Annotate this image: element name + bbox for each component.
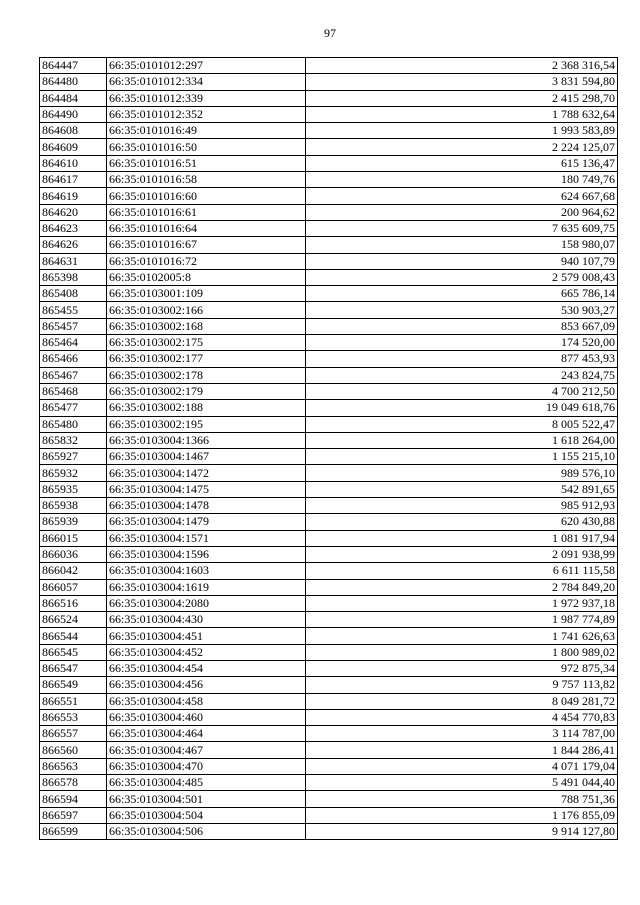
row-number-cell: 866516 <box>40 595 107 611</box>
table-row <box>40 58 618 74</box>
cadastral-number-cell: 66:35:0101016:64 <box>107 220 306 236</box>
cadastral-number-cell: 66:35:0103002:177 <box>107 351 306 367</box>
row-number-cell: 865477 <box>40 400 107 416</box>
table-row <box>40 367 618 383</box>
table-row <box>40 628 618 644</box>
table-row <box>40 677 618 693</box>
cadastral-value-cell: 180 749,76 <box>306 172 618 188</box>
table-row <box>40 318 618 334</box>
cadastral-number-cell: 66:35:0101016:49 <box>107 123 306 139</box>
cadastral-value-cell: 1 741 626,63 <box>306 628 618 644</box>
cadastral-value-cell: 1 800 989,02 <box>306 644 618 660</box>
cadastral-value-cell: 788 751,36 <box>306 791 618 807</box>
cadastral-number-cell: 66:35:0101016:67 <box>107 237 306 253</box>
row-number-cell: 864484 <box>40 90 107 106</box>
cadastral-number-cell: 66:35:0103002:178 <box>107 367 306 383</box>
table-row <box>40 498 618 514</box>
cadastral-number-cell: 66:35:0103001:109 <box>107 286 306 302</box>
row-number-cell: 865927 <box>40 449 107 465</box>
row-number-cell: 864609 <box>40 139 107 155</box>
cadastral-value-cell: 2 415 298,70 <box>306 90 618 106</box>
cadastral-value-cell: 665 786,14 <box>306 286 618 302</box>
cadastral-number-cell: 66:35:0103004:464 <box>107 726 306 742</box>
row-number-cell: 865408 <box>40 286 107 302</box>
table-row <box>40 579 618 595</box>
cadastral-number-cell: 66:35:0103004:1472 <box>107 465 306 481</box>
table-row <box>40 351 618 367</box>
cadastral-number-cell: 66:35:0103002:188 <box>107 400 306 416</box>
cadastral-number-cell: 66:35:0103004:458 <box>107 693 306 709</box>
row-number-cell: 866042 <box>40 563 107 579</box>
cadastral-value-cell: 19 049 618,76 <box>306 400 618 416</box>
row-number-cell: 866553 <box>40 709 107 725</box>
cadastral-value-cell: 530 903,27 <box>306 302 618 318</box>
cadastral-number-cell: 66:35:0103004:467 <box>107 742 306 758</box>
cadastral-number-cell: 66:35:0103002:175 <box>107 335 306 351</box>
table-row <box>40 432 618 448</box>
cadastral-value-cell: 1 618 264,00 <box>306 432 618 448</box>
cadastral-value-cell: 1 788 632,64 <box>306 106 618 122</box>
row-number-cell: 866545 <box>40 644 107 660</box>
cadastral-number-cell: 66:35:0101016:61 <box>107 204 306 220</box>
cadastral-number-cell: 66:35:0103004:1596 <box>107 546 306 562</box>
cadastral-number-cell: 66:35:0103002:195 <box>107 416 306 432</box>
row-number-cell: 864620 <box>40 204 107 220</box>
row-number-cell: 864617 <box>40 172 107 188</box>
cadastral-value-cell: 1 155 215,10 <box>306 449 618 465</box>
row-number-cell: 865467 <box>40 367 107 383</box>
cadastral-value-cell: 2 368 316,54 <box>306 58 618 74</box>
cadastral-value-cell: 2 784 849,20 <box>306 579 618 595</box>
table-row <box>40 253 618 269</box>
cadastral-number-cell: 66:35:0103004:1479 <box>107 514 306 530</box>
cadastral-number-cell: 66:35:0103002:168 <box>107 318 306 334</box>
table-row <box>40 791 618 807</box>
row-number-cell: 865938 <box>40 498 107 514</box>
table-row <box>40 90 618 106</box>
cadastral-number-cell: 66:35:0103004:456 <box>107 677 306 693</box>
cadastral-number-cell: 66:35:0103004:451 <box>107 628 306 644</box>
cadastral-value-cell: 5 491 044,40 <box>306 775 618 791</box>
row-number-cell: 866560 <box>40 742 107 758</box>
cadastral-number-cell: 66:35:0103004:1467 <box>107 449 306 465</box>
cadastral-value-cell: 3 114 787,00 <box>306 726 618 742</box>
cadastral-number-cell: 66:35:0103004:452 <box>107 644 306 660</box>
cadastral-number-cell: 66:35:0101016:50 <box>107 139 306 155</box>
table-row <box>40 416 618 432</box>
cadastral-number-cell: 66:35:0103004:1619 <box>107 579 306 595</box>
cadastral-number-cell: 66:35:0103004:460 <box>107 709 306 725</box>
cadastral-number-cell: 66:35:0103004:1478 <box>107 498 306 514</box>
cadastral-value-cell: 853 667,09 <box>306 318 618 334</box>
cadastral-number-cell: 66:35:0101012:339 <box>107 90 306 106</box>
table-row <box>40 123 618 139</box>
table-row <box>40 383 618 399</box>
table-row <box>40 530 618 546</box>
row-number-cell: 866547 <box>40 660 107 676</box>
row-number-cell: 864626 <box>40 237 107 253</box>
cadastral-number-cell: 66:35:0102005:8 <box>107 269 306 285</box>
row-number-cell: 864623 <box>40 220 107 236</box>
row-number-cell: 865398 <box>40 269 107 285</box>
cadastral-number-cell: 66:35:0101012:334 <box>107 74 306 90</box>
cadastral-number-cell: 66:35:0103004:504 <box>107 807 306 823</box>
row-number-cell: 866594 <box>40 791 107 807</box>
row-number-cell: 864610 <box>40 155 107 171</box>
cadastral-value-cell: 877 453,93 <box>306 351 618 367</box>
cadastral-value-cell: 542 891,65 <box>306 481 618 497</box>
table-row <box>40 644 618 660</box>
row-number-cell: 865932 <box>40 465 107 481</box>
cadastral-value-table <box>39 57 618 840</box>
cadastral-number-cell: 66:35:0103002:166 <box>107 302 306 318</box>
cadastral-value-cell: 158 980,07 <box>306 237 618 253</box>
table-row <box>40 758 618 774</box>
table-row <box>40 335 618 351</box>
row-number-cell: 866563 <box>40 758 107 774</box>
table-row <box>40 188 618 204</box>
row-number-cell: 865832 <box>40 432 107 448</box>
table-row <box>40 465 618 481</box>
table-row <box>40 449 618 465</box>
cadastral-value-cell: 940 107,79 <box>306 253 618 269</box>
table-row <box>40 693 618 709</box>
cadastral-value-cell: 8 049 281,72 <box>306 693 618 709</box>
cadastral-number-cell: 66:35:0103002:179 <box>107 383 306 399</box>
row-number-cell: 864447 <box>40 58 107 74</box>
table-row <box>40 237 618 253</box>
cadastral-value-cell: 9 914 127,80 <box>306 823 618 839</box>
cadastral-number-cell: 66:35:0101012:297 <box>107 58 306 74</box>
table-row <box>40 660 618 676</box>
row-number-cell: 866036 <box>40 546 107 562</box>
cadastral-value-cell: 6 611 115,58 <box>306 563 618 579</box>
row-number-cell: 865457 <box>40 318 107 334</box>
cadastral-number-cell: 66:35:0103004:2080 <box>107 595 306 611</box>
cadastral-value-cell: 4 454 770,83 <box>306 709 618 725</box>
table-row <box>40 269 618 285</box>
cadastral-number-cell: 66:35:0101012:352 <box>107 106 306 122</box>
table-row <box>40 546 618 562</box>
row-number-cell: 864480 <box>40 74 107 90</box>
cadastral-value-cell: 1 844 286,41 <box>306 742 618 758</box>
cadastral-value-cell: 200 964,62 <box>306 204 618 220</box>
cadastral-value-cell: 1 176 855,09 <box>306 807 618 823</box>
cadastral-value-cell: 1 972 937,18 <box>306 595 618 611</box>
row-number-cell: 866597 <box>40 807 107 823</box>
row-number-cell: 865468 <box>40 383 107 399</box>
cadastral-value-cell: 7 635 609,75 <box>306 220 618 236</box>
table-row <box>40 823 618 839</box>
cadastral-number-cell: 66:35:0101016:60 <box>107 188 306 204</box>
row-number-cell: 866578 <box>40 775 107 791</box>
cadastral-value-cell: 174 520,00 <box>306 335 618 351</box>
cadastral-value-cell: 620 430,88 <box>306 514 618 530</box>
table-row <box>40 563 618 579</box>
cadastral-value-cell: 2 224 125,07 <box>306 139 618 155</box>
table-row <box>40 742 618 758</box>
table-row <box>40 514 618 530</box>
table-row <box>40 709 618 725</box>
cadastral-number-cell: 66:35:0103004:1603 <box>107 563 306 579</box>
row-number-cell: 865939 <box>40 514 107 530</box>
cadastral-value-cell: 8 005 522,47 <box>306 416 618 432</box>
table-row <box>40 302 618 318</box>
row-number-cell: 866057 <box>40 579 107 595</box>
cadastral-value-cell: 615 136,47 <box>306 155 618 171</box>
cadastral-value-cell: 3 831 594,80 <box>306 74 618 90</box>
cadastral-value-cell: 243 824,75 <box>306 367 618 383</box>
cadastral-number-cell: 66:35:0103004:454 <box>107 660 306 676</box>
row-number-cell: 866015 <box>40 530 107 546</box>
row-number-cell: 864608 <box>40 123 107 139</box>
table-row <box>40 74 618 90</box>
table-row <box>40 139 618 155</box>
table-row <box>40 775 618 791</box>
cadastral-value-cell: 624 667,68 <box>306 188 618 204</box>
table-row <box>40 286 618 302</box>
table-row <box>40 612 618 628</box>
cadastral-number-cell: 66:35:0101016:58 <box>107 172 306 188</box>
cadastral-number-cell: 66:35:0101016:51 <box>107 155 306 171</box>
table-row <box>40 220 618 236</box>
cadastral-number-cell: 66:35:0103004:1475 <box>107 481 306 497</box>
cadastral-number-cell: 66:35:0103004:506 <box>107 823 306 839</box>
table-row <box>40 106 618 122</box>
row-number-cell: 866551 <box>40 693 107 709</box>
page-number: 97 <box>324 26 336 40</box>
cadastral-value-cell: 1 081 917,94 <box>306 530 618 546</box>
row-number-cell: 864631 <box>40 253 107 269</box>
row-number-cell: 866524 <box>40 612 107 628</box>
cadastral-value-cell: 1 993 583,89 <box>306 123 618 139</box>
cadastral-number-cell: 66:35:0103004:1366 <box>107 432 306 448</box>
cadastral-value-cell: 9 757 113,82 <box>306 677 618 693</box>
cadastral-number-cell: 66:35:0103004:485 <box>107 775 306 791</box>
table-body <box>40 58 618 840</box>
cadastral-value-cell: 985 912,93 <box>306 498 618 514</box>
cadastral-number-cell: 66:35:0101016:72 <box>107 253 306 269</box>
cadastral-number-cell: 66:35:0103004:501 <box>107 791 306 807</box>
cadastral-value-cell: 2 579 008,43 <box>306 269 618 285</box>
table-row <box>40 155 618 171</box>
row-number-cell: 864490 <box>40 106 107 122</box>
table-row <box>40 726 618 742</box>
cadastral-value-cell: 4 700 212,50 <box>306 383 618 399</box>
table-row <box>40 204 618 220</box>
row-number-cell: 866557 <box>40 726 107 742</box>
row-number-cell: 866599 <box>40 823 107 839</box>
cadastral-number-cell: 66:35:0103004:470 <box>107 758 306 774</box>
row-number-cell: 865455 <box>40 302 107 318</box>
cadastral-value-cell: 989 576,10 <box>306 465 618 481</box>
row-number-cell: 865464 <box>40 335 107 351</box>
cadastral-number-cell: 66:35:0103004:430 <box>107 612 306 628</box>
cadastral-value-cell: 972 875,34 <box>306 660 618 676</box>
row-number-cell: 864619 <box>40 188 107 204</box>
row-number-cell: 865480 <box>40 416 107 432</box>
row-number-cell: 865935 <box>40 481 107 497</box>
table-row <box>40 400 618 416</box>
row-number-cell: 866549 <box>40 677 107 693</box>
cadastral-number-cell: 66:35:0103004:1571 <box>107 530 306 546</box>
table-row <box>40 481 618 497</box>
table-row <box>40 172 618 188</box>
cadastral-value-cell: 1 987 774,89 <box>306 612 618 628</box>
table-row <box>40 595 618 611</box>
cadastral-value-cell: 4 071 179,04 <box>306 758 618 774</box>
table-row <box>40 807 618 823</box>
row-number-cell: 865466 <box>40 351 107 367</box>
row-number-cell: 866544 <box>40 628 107 644</box>
cadastral-value-cell: 2 091 938,99 <box>306 546 618 562</box>
